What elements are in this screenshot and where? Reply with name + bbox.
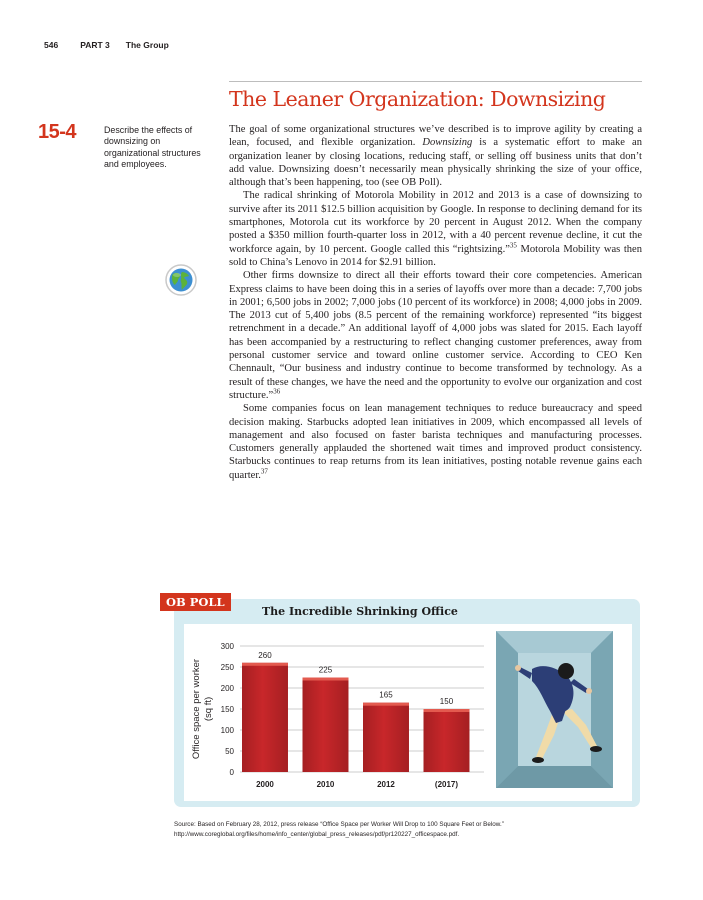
- bar: [242, 663, 288, 772]
- body-paragraph: [229, 269, 642, 402]
- bar: [424, 709, 470, 772]
- endnote-ref: 35: [509, 241, 517, 250]
- category-label: 2010: [316, 780, 335, 789]
- y-tick-label: 300: [220, 642, 234, 651]
- y-axis-label: [191, 659, 214, 759]
- objective-text: Describe the effects of downsizing on organizational structures and employees.: [104, 125, 201, 170]
- body-paragraph: [229, 189, 642, 269]
- part-title: The Group: [125, 40, 169, 50]
- y-tick-label: 200: [220, 684, 234, 693]
- cramped-office-worker-illustration: [496, 631, 613, 788]
- bar-chart: [184, 632, 494, 804]
- y-axis-label-unit: (sq ft): [203, 696, 214, 722]
- category-label: (2017): [434, 780, 459, 789]
- body-paragraph: [229, 123, 642, 189]
- value-label: 225: [318, 665, 333, 675]
- part-label: PART 3: [80, 40, 110, 50]
- y-tick-label: 250: [220, 663, 234, 672]
- body-paragraph: [229, 402, 642, 482]
- text-run: Motorola Mobility was then sold to China’s Lenovo in 2014 for $2.91 billion.: [229, 243, 643, 268]
- section-title: The Leaner Organization: Downsizing: [229, 87, 606, 111]
- y-tick-label: 150: [220, 705, 234, 714]
- body-text: [229, 123, 642, 482]
- y-tick-label: 100: [220, 726, 234, 735]
- page-number: 546: [44, 40, 59, 50]
- globe-icon: [165, 264, 197, 296]
- bar-top: [363, 703, 409, 706]
- bar-top: [303, 678, 349, 681]
- key-term: Downsizing: [422, 137, 473, 149]
- text-run: Other firms downsize to direct all their efforts toward their core competencies. American Express claims to have been doing this in a series of layoffs over more than a decade: 7,700 jobs in 2001; 6,500 jobs in 2002; 7,000 jobs (10 percent of its workforce) in 2008; 4,000 jobs in 2009. The 2013 cut of 5,400 jobs (8.5 percent of the remaining workforce) represented “its biggest retrenchment in a decade.” An additional layoff of 4,000 jobs was slated for 2015. Each layoff has been accompanied by a restructuring to reflect changing customer preferences, away from personal customer service and toward online customer service. According to CEO Ken Chennault, “Our business and industry continue to become transformed by technology. As a result of these changes, we have the need and the opportunity to evolve our organization and cost structure.”: [229, 270, 642, 401]
- bar: [363, 703, 409, 772]
- bar-top: [242, 663, 288, 666]
- endnote-ref: 37: [260, 467, 268, 476]
- bars: [242, 663, 469, 772]
- category-label: 2000: [256, 780, 274, 789]
- text-run: The goal of some organizational structures we’ve described is to improve agility by creating a lean, focused, and flexible organization.: [229, 124, 642, 149]
- category-label: 2012: [377, 780, 395, 789]
- value-label: 260: [258, 650, 272, 660]
- y-tick-label: 50: [225, 747, 234, 756]
- figure-source: Source: Based on February 28, 2012, press release “Office Space per Worker Will Drop to 100 Square Feet or Below.” http://www.coreglobal.org/files/home/info_center/global_press_releases/pdf/pr120227_officespace.pdf.: [174, 821, 504, 838]
- objective-number: 15-4: [38, 121, 77, 143]
- endnote-ref: 36: [273, 387, 281, 396]
- value-label: 150: [439, 697, 454, 706]
- value-label: 165: [379, 690, 393, 700]
- y-axis-label-line: Office space per worker: [191, 658, 202, 760]
- y-tick-label: 0: [229, 768, 234, 777]
- bar: [303, 678, 349, 773]
- running-head: [44, 40, 169, 50]
- text-run: Some companies focus on lean management techniques to reduce bureaucracy and speed decision making. Starbucks adopted lean initiatives in 2009, which encompassed all levels of management and also focused on faster barista techniques and manufacturing processes. Customers generally applauded the shortened wait times and improved product consistency. Starbucks continues to reap returns from its lean initiatives, posting notable revenue gains each quarter.: [229, 403, 642, 481]
- poll-title: The Incredible Shrinking Office: [262, 605, 458, 618]
- poll-tag: OB POLL: [160, 593, 231, 611]
- text-run: The radical shrinking of Motorola Mobility in 2012 and 2013 is a case of downsizing to survive after its 2011 $12.5 billion acquisition by Google. In response to declining demand for its smartphones, Motorola cut its workforce by 20 percent in August 2012. When the company posted a $350 million fourth-quarter loss in 2012, with a 40 percent revenue decline, it cut the workforce again, by 10 percent. Google called this “rightsizing.”: [229, 190, 642, 255]
- heading-rule: [229, 81, 642, 82]
- bar-top: [424, 709, 470, 712]
- text-run: is a systematic effort to make an organization leaner by closing locations, reducing staff, or selling off business units that don’t add value. Downsizing doesn’t necessarily mean physically shrinking the size of your office, although that’s been happening, too (see OB Poll).: [229, 137, 642, 189]
